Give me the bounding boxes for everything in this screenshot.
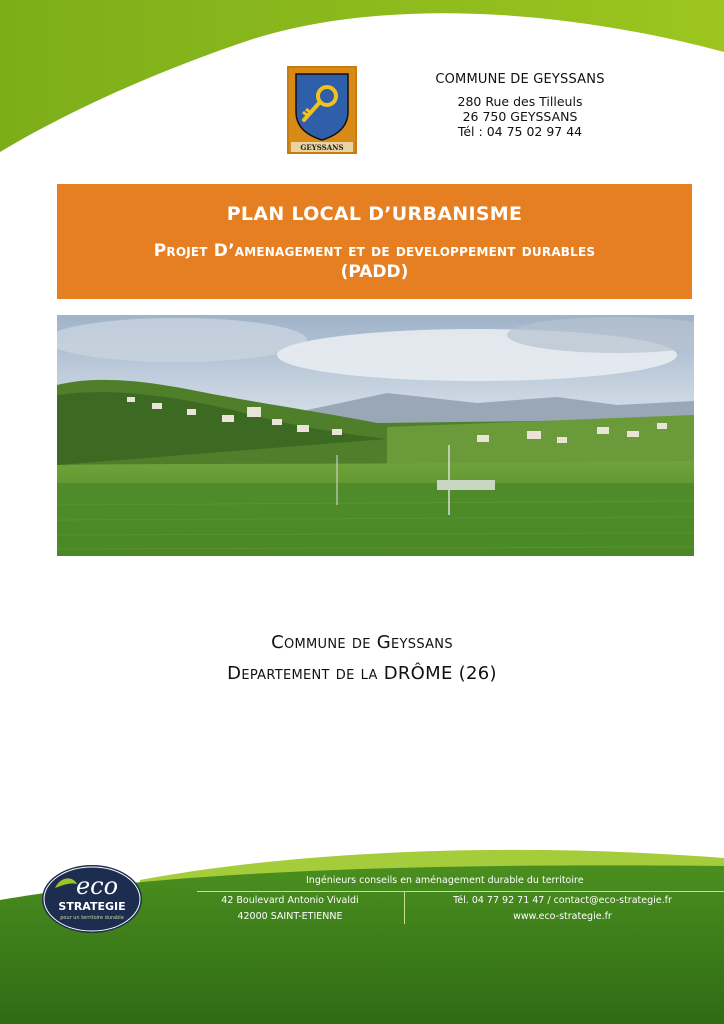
- footer-rule: [197, 891, 724, 892]
- landscape-photo: [57, 315, 694, 556]
- document-abbreviation: (PADD): [340, 262, 409, 282]
- commune-address-line1: 280 Rue des Tilleuls: [457, 94, 583, 109]
- footer-tagline: Ingénieurs conseils en aménagement durable du territoire: [306, 875, 584, 886]
- commune-address-line2: 26 750 GEYSSANS: [462, 109, 578, 124]
- svg-text:eco: eco: [75, 872, 119, 900]
- svg-text:pour un territoire durable: pour un territoire durable: [60, 915, 124, 921]
- footer-divider: [404, 892, 405, 924]
- department-heading: Departement de la DRÔME (26): [227, 663, 497, 684]
- eco-strategie-logo-icon: [41, 862, 144, 936]
- commune-phone: Tél : 04 75 02 97 44: [457, 124, 583, 139]
- commune-header-title: COMMUNE DE GEYSSANS: [435, 72, 605, 87]
- svg-text:GEYSSANS: GEYSSANS: [300, 143, 344, 152]
- svg-text:STRATEGIE: STRATEGIE: [58, 900, 126, 913]
- footer-website-link[interactable]: www.eco-strategie.fr: [513, 911, 612, 922]
- footer-address-line1: 42 Boulevard Antonio Vivaldi: [221, 895, 359, 906]
- geyssans-crest-icon: [287, 66, 357, 154]
- document-subtitle: Projet D’amenagement et de developpement durables: [153, 241, 596, 261]
- commune-contact-block: [420, 72, 620, 139]
- document-title: PLAN LOCAL D’URBANISME: [226, 203, 523, 225]
- title-banner: [57, 184, 692, 299]
- commune-name-heading: Commune de Geyssans: [271, 632, 453, 653]
- footer-address-line2: 42000 SAINT-ETIENNE: [237, 911, 343, 922]
- footer-contact[interactable]: Tél. 04 77 92 71 47 / contact@eco-strategie.fr: [453, 895, 672, 906]
